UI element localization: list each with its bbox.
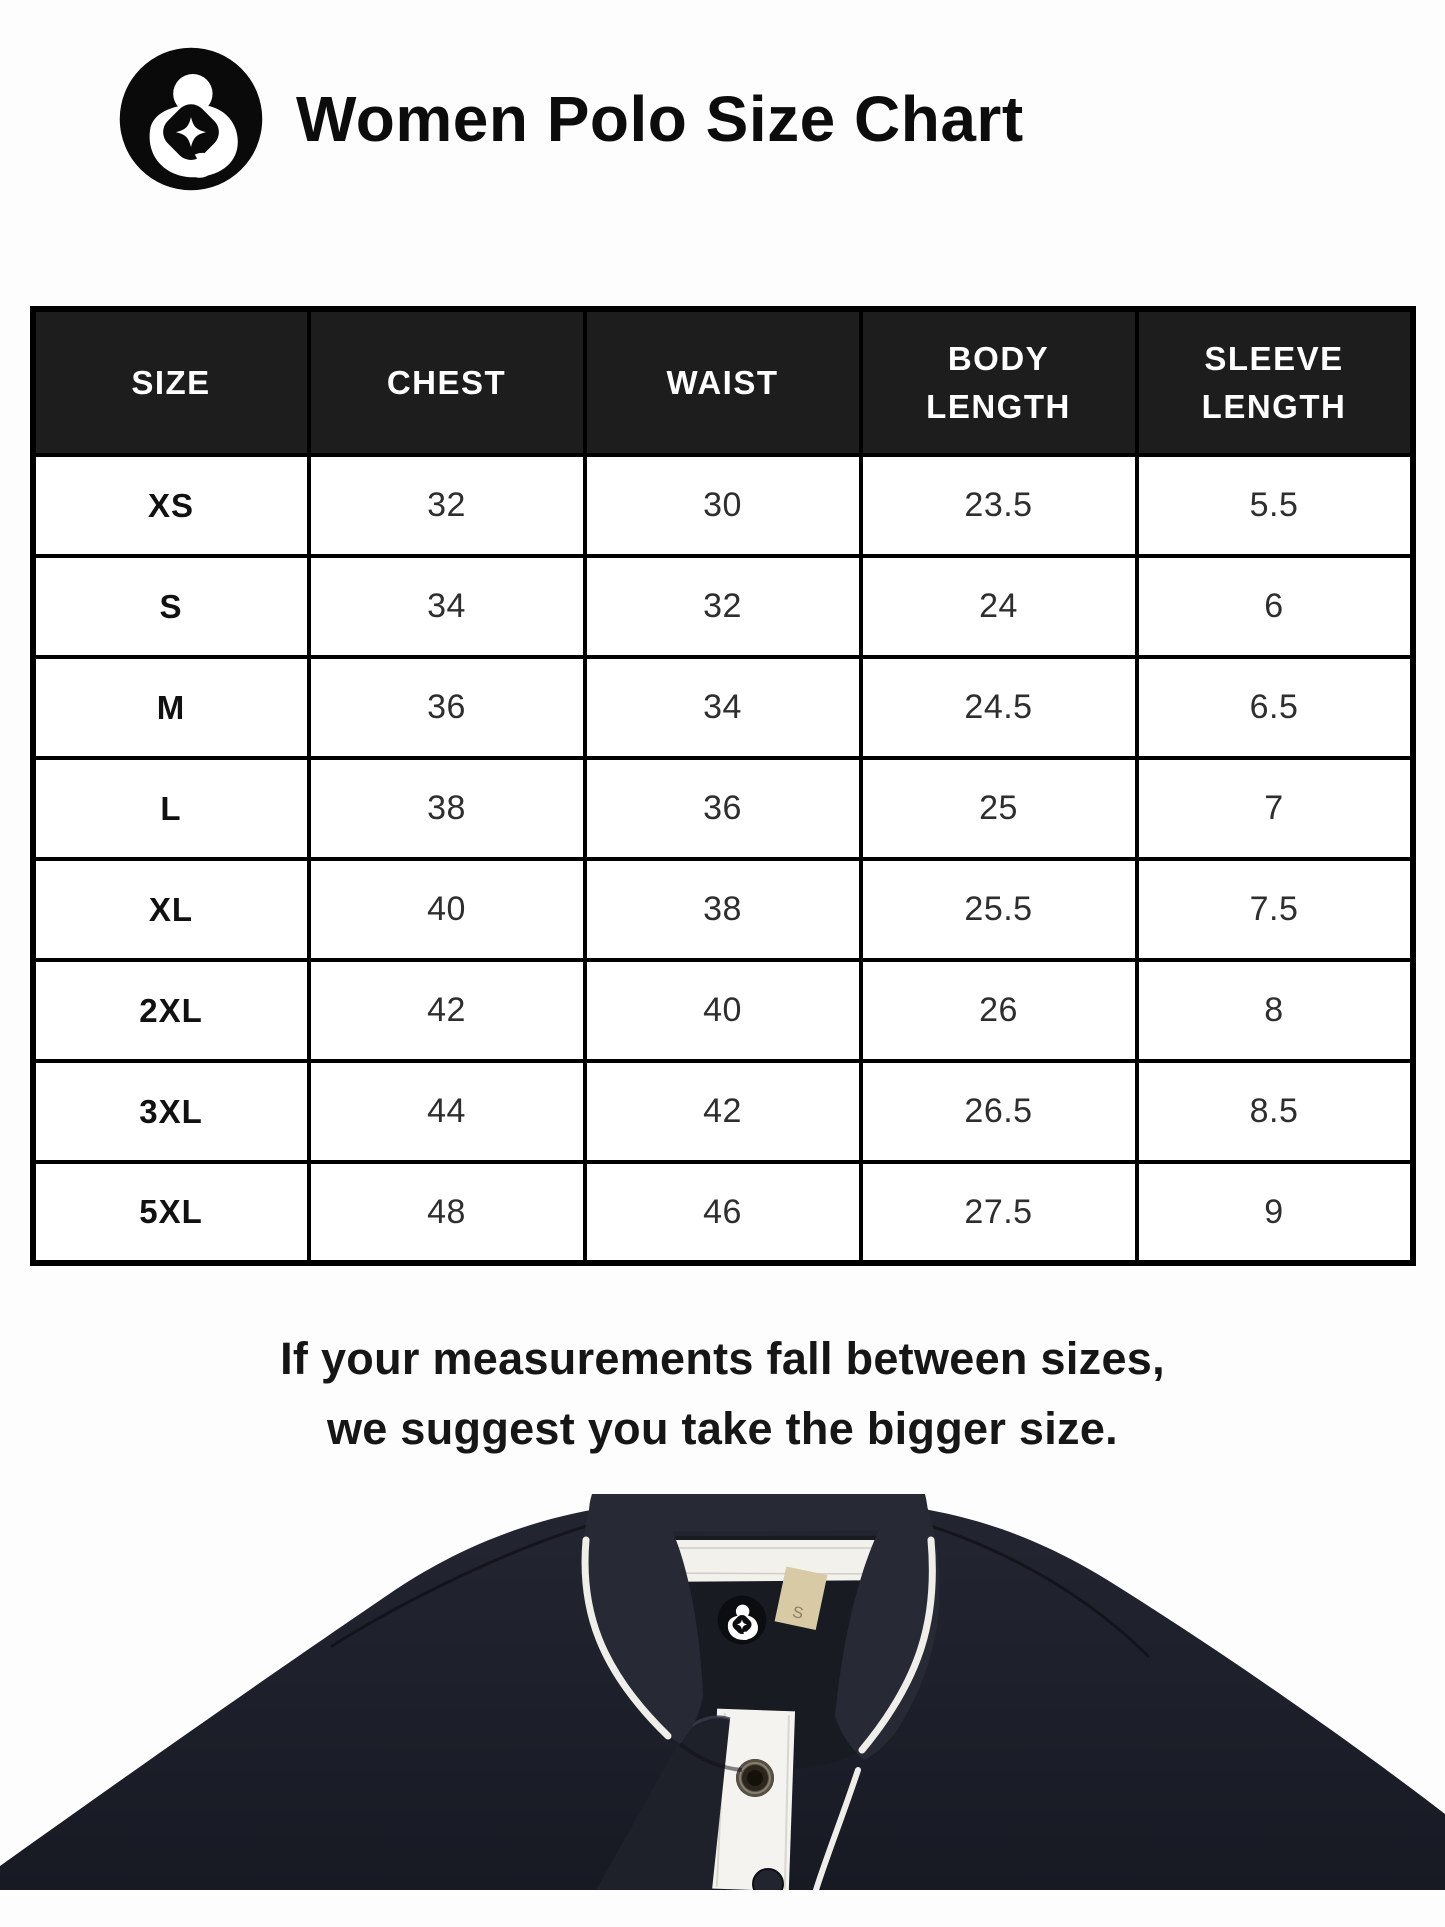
value-cell: 40: [309, 859, 585, 960]
table-row: [33, 960, 1413, 1061]
value-cell: 36: [585, 758, 861, 859]
value-cell: 34: [585, 657, 861, 758]
value-cell: 46: [585, 1162, 861, 1263]
size-cell: 5XL: [33, 1162, 309, 1263]
column-header-body-length: BODY LENGTH: [861, 309, 1137, 455]
value-cell: 7: [1137, 758, 1413, 859]
value-cell: 27.5: [861, 1162, 1137, 1263]
value-cell: 38: [309, 758, 585, 859]
value-cell: 32: [309, 455, 585, 556]
size-cell: 3XL: [33, 1061, 309, 1162]
table-row: [33, 1162, 1413, 1263]
table-row: [33, 758, 1413, 859]
value-cell: 24: [861, 556, 1137, 657]
value-cell: 24.5: [861, 657, 1137, 758]
size-chart-table-wrap: [30, 306, 1416, 1266]
value-cell: 40: [585, 960, 861, 1061]
table-row: [33, 1061, 1413, 1162]
brand-logo-icon: [116, 44, 266, 194]
value-cell: 25.5: [861, 859, 1137, 960]
column-header-chest: CHEST: [309, 309, 585, 455]
table-row: [33, 657, 1413, 758]
value-cell: 42: [585, 1061, 861, 1162]
value-cell: 23.5: [861, 455, 1137, 556]
value-cell: 9: [1137, 1162, 1413, 1263]
column-header-sleeve-length: SLEEVE LENGTH: [1137, 309, 1413, 455]
value-cell: 8: [1137, 960, 1413, 1061]
size-cell: M: [33, 657, 309, 758]
size-cell: XS: [33, 455, 309, 556]
size-cell: L: [33, 758, 309, 859]
size-cell: S: [33, 556, 309, 657]
column-header-size: SIZE: [33, 309, 309, 455]
brand-header: [0, 0, 1445, 194]
grommet-button: [736, 1759, 774, 1797]
column-header-waist: WAIST: [585, 309, 861, 455]
value-cell: 26: [861, 960, 1137, 1061]
table-row: [33, 859, 1413, 960]
neck-brand-tag: [718, 1596, 767, 1645]
size-tag-label: S: [790, 1604, 805, 1624]
value-cell: 36: [309, 657, 585, 758]
fit-note: [0, 1324, 1445, 1464]
value-cell: 48: [309, 1162, 585, 1263]
fit-note-line-2: we suggest you take the bigger size.: [326, 1403, 1118, 1455]
size-cell: 2XL: [33, 960, 309, 1061]
table-row: [33, 556, 1413, 657]
value-cell: 25: [861, 758, 1137, 859]
value-cell: 6.5: [1137, 657, 1413, 758]
polo-shirt-image: [0, 1478, 1445, 1890]
table-header-row: [33, 309, 1413, 455]
size-table-body: [33, 455, 1413, 1263]
value-cell: 30: [585, 455, 861, 556]
size-chart-table: [30, 306, 1416, 1266]
value-cell: 38: [585, 859, 861, 960]
value-cell: 26.5: [861, 1061, 1137, 1162]
size-cell: XL: [33, 859, 309, 960]
value-cell: 44: [309, 1061, 585, 1162]
value-cell: 7.5: [1137, 859, 1413, 960]
fit-note-line-1: If your measurements fall between sizes,: [280, 1333, 1165, 1384]
table-header: [33, 309, 1413, 455]
value-cell: 32: [585, 556, 861, 657]
value-cell: 5.5: [1137, 455, 1413, 556]
table-row: [33, 455, 1413, 556]
value-cell: 6: [1137, 556, 1413, 657]
placket-button: [753, 1869, 783, 1890]
value-cell: 8.5: [1137, 1061, 1413, 1162]
page-title: Women Polo Size Chart: [296, 83, 1024, 155]
value-cell: 42: [309, 960, 585, 1061]
value-cell: 34: [309, 556, 585, 657]
